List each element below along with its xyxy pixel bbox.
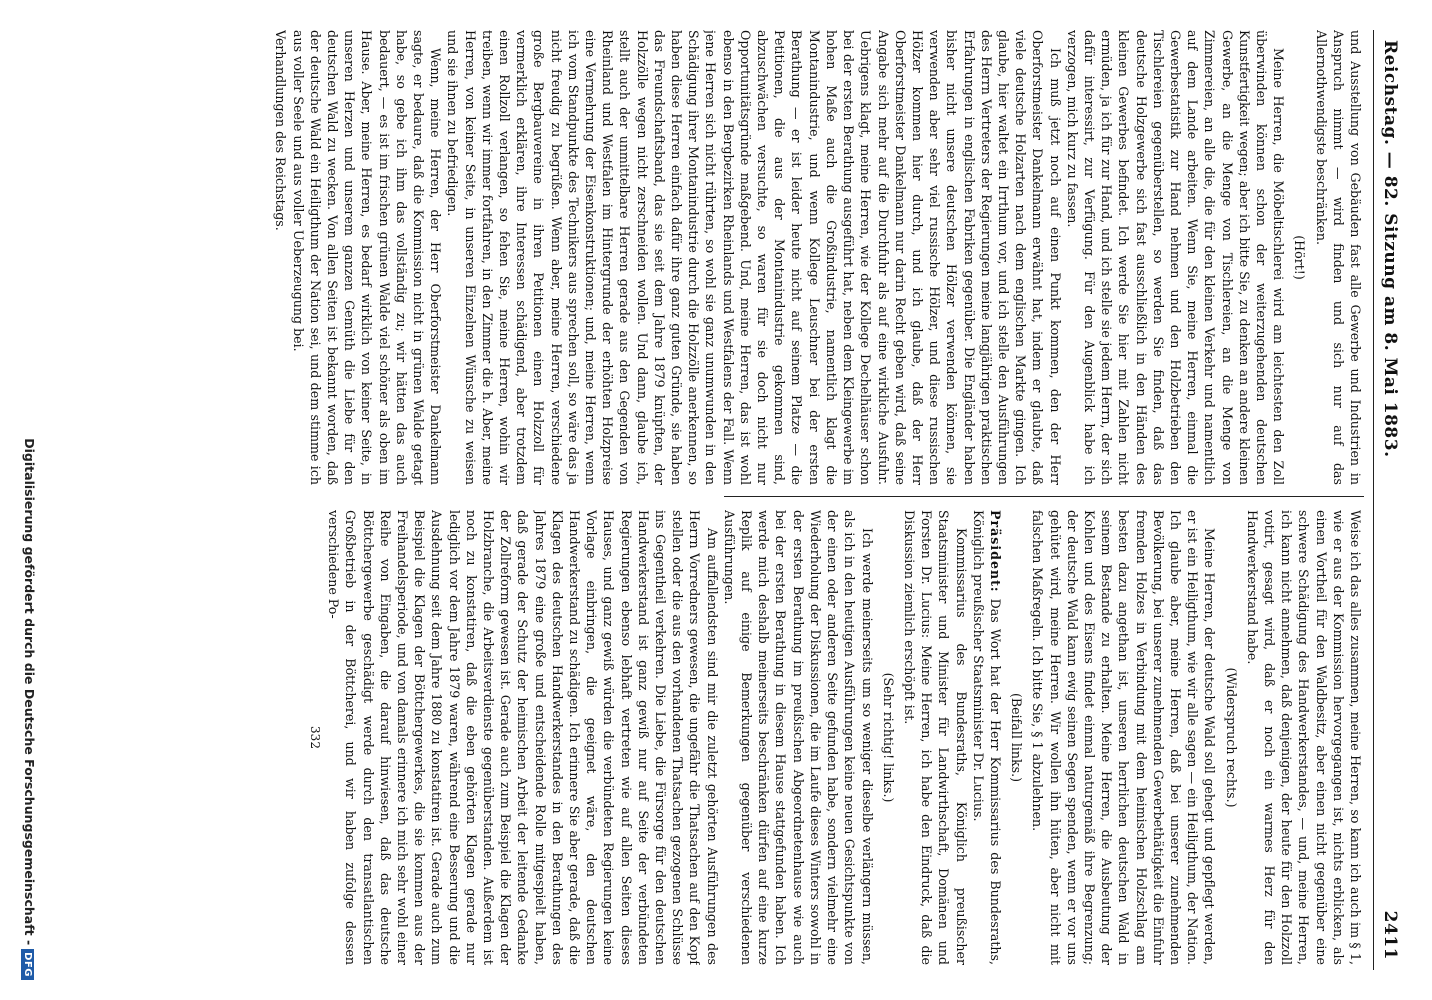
paragraph: Am auffallendsten sind mir die zuletzt gehörten Ausführungen des Herrn Vorredners gewesen, die ungefähr die Thatsachen auf den Kopf stellen oder die aus den vorhandenen Thatsachen gezogenen Schlüsse ins Gegentheil verkehren. Die Liebe, die Fürsorge für den deutschen Handwerkerstand ist ganz gewiß nur auf Seite der verbündeten Regierungen ebenso lebhaft vertreten wie auf allen Seiten dieses Hauses, und ganz gewiß würden die verbündeten Regierungen keine Vorlage einbringen, die geeignet wäre, den deutschen Handwerkerstand zu schädigen. Ich erinnere Sie aber gerade, daß die Klagen des deutschen Handwerkerstandes in den Berathungen des Jahres 1879 eine große und entscheidende Rolle mitgespielt haben, daß gerade der Schutz der heimischen Arbeit der leitende Gedanke der Zollreform gewesen ist. Gerade auch zum Beispiel die Klagen der Holzbranche, die Arbeitsverdienste gegenüberstanden. Außerdem ist noch zu konstatiren, daß die eben gehörten Klagen gerade nur lediglich vor dem Jahre 1879 waren, während eine Besserung und die Ausdehnung seit dem Jahre 1880 zu konstatiren ist. Gerade auch zum Beispiel die Klagen der Böttchergewerkes, die sie kommen aus der Freihandelsperiode, und von damals erinnere ich mich sehr wohl einer Reihe von Eingaben, die darauf hinwiesen, daß das deutsche Böttchergewerbe geschädigt werde durch den transatlantischen Großbetrieb in der Böttcherei, und wir haben zufolge dessen verschiedene Po- [326,510,720,965]
speaker-label: Präsident: [987,510,1003,593]
interjection: (Beifall links.) [1009,692,1025,783]
dfg-logo: DFG [21,949,34,980]
interjection: (Hört!) [1292,235,1308,280]
paragraph [970,510,1004,965]
page-header [1373,30,1404,970]
paragraph: Meine Herren, die Möbeltischlerei wird am leichtesten den Zoll überwinden können schon der weiterzugehenden deutschen Kunstfertigkeit wegen; aber ich bitte Sie, zu denken an andere kleinen Gewerbe, an die Menge von Tischlereien, an die Menge von Zimmereien, an alle die, die für den kleinen Verkehr und namentlich auf dem Lande arbeiten. Wenn Sie, meine Herren, einmal die Gewerbestatistik zur Hand nehmen und den Holzbetrieben den Tischlereien gegenüberstellen, so werden Sie finden, daß das deutsche Holzgewerbe sich fast ausschließlich in den Händen des kleinen Gewerbes befindet. Ich werde Sie hier mit Zahlen nicht ermüden, ja ich für zur Hand, und ich stelle sie jedem Herrn, der sich dafür interessirt, zur Verfügung. Für den Augenblick habe ich verzogen, mich kurz zu fassen. [1064,30,1287,485]
paragraph: Wenn, meine Herren, der Herr Oberforstmeister Dankelmann sagte, er bedaure, daß die Kommission nicht in grünen Walde getagt habe, so gebe ich ihm das vollständig zu; wir hätten das auch bedauert, — es ist im frischen grünen Walde viel schöner als oben im Hause. Aber, meine Herren, es bedarf wirklich von keiner Seite, in unseren Herzen und unserem ganzen Gemüth die Liebe für den deutschen Wald zu wecken. Von allen Seiten ist bekannt worden, daß der deutsche Wald ein Heiligthum der Nation sei, und dem stimme ich aus voller Seele und aus voller Ueberzeugung bei. [290,30,444,485]
interjection: (Widerspruch rechts.) [1223,667,1239,808]
paragraph: Kommissarius des Bundesraths, Königlich preußischer Staatsminister und Minister für Landwirthschaft, Domänen und Forsten Dr. Lucius: Meine Herren, ich habe den Eindruck, daß die Diskussion ziemlich erschöpft ist. [901,510,969,965]
signature-number: 332 [308,726,323,749]
paragraph: Ich muß jetzt noch auf einen Punkt kommen, den der Herr Oberforstmeister Dankelmann erwähnt hat, indem er glaubte, daß viele deutsche Holzarten nach dem englischen Markte gingen. Ich glaube, hier waltet ein Irrthum vor, und ich stelle den Ausführungen des Herrn Vertreters der Regierungen meine langjährigen praktischen Erfahrungen in englischen Fabriken gegenüber. Die Engländer haben bisher nicht unsere deutschen Hölzer verwenden können, sie verwenden aber sehr viel russische Hölzer, und diese russischen Hölzer kommen hier durch, und ich glaube, daß der Herr Oberforstmeister Dankelmann nur darin Recht geben wird, daß seine Angabe sich mehr auf die Durchfuhr als auf eine wirkliche Ausfuhr. Uebrigens klagt, meine Herren, wie der Kollege Dechelhäuser schon bei der ersten Berathung ausgeführt hat, neben dem Kleingewerbe im hohen Maße auch die Großindustrie, namentlich klagt die Montanindustrie, und wenn Kollege Leuschner bei der ersten Berathung — er ist leider heute nicht auf seinem Platze — die Petitionen, die aus der Montanindustrie gekommen sind, abzuschwächen versuchte, so waren für sie doch nicht nur Opportunitätsgründe maßgebend. Und, meine Herren, das ist wohl ebenso in den Bergbezirken Rheinlands und Westfalens der Fall. Wenn jene Herren sich nicht rührten, so wohl sie ganz unumwunden in den Schädigung ihrer Montanindustrie durch die Holzzölle anerkennen, so haben diese Herren einfach dafür ihre ganz guten Gründe, sie haben das Freundschaftsband, das sie seit dem Jahre 1879 knüpften, der Holzzölle wegen nicht zerschneiden wollen. Und dann, glaube ich, stellt auch der unmittelbare Herren gerade aus den Gegenden von Rheinland und Westfalen im Hintergrunde der erhöhten Holzpreise eine Vermehrung der Eisenkonstruktionen; und, meine Herren, wenn ich vom Standpunkte des Technikers aus sprechen soll, so wäre das ja nicht freudig zu begrüßen. Wenn aber, meine Herren, verschiedene große Bergbauvereine in ihren Petitionen einen Holzzoll für vermerklich erklären, ihre Interessen schädigend, aber trotzdem einen Rollzoll verlangen, so fehen Sie, meine Herren, wohin wir treiben, wenn wir immer fortfahren, in den Zimmer die h. Aber, meine Herren, von keiner Seite, in unseren Einzelnen Wünsche zu weisen und sie ihnen zu befriedigen. [445,30,1063,485]
paragraph: Verhandlungen des Reichstags. [273,30,289,231]
interjection: (Sehr richtig! links.) [880,672,896,803]
left-column [144,30,1364,485]
header-page-number: 2411 [1380,910,1400,960]
header-title: Reichstag. — 82. Sitzung am 8. Mai 1883. [1380,40,1400,458]
right-column [144,510,1364,965]
paragraph: Meine Herren, der deutsche Wald soll gehegt und gepflegt werden, er ist ein Heiligthum, wie wir alle sagen — ein Heiligthum, der Nation. Ich glaube aber, meine Herren, daß bei unserer zunehmenden Bevölkerung, bei unserer zunehmenden Gewerbethätigkeit die Einfuhr fremden Holzes in Verbindung mit dem heimischen Holzschlag am besten dazu angethan ist, unseren herrlichen deutschen Wald in seinem Bestande zu erhalten. Meine Herren, die Ausbeutung der Kohlen und des Eisens findet einmal naturgemäß ihre Begrenzung; der deutsche Wald kann ewig seinen Segen spenden, wenn er vor uns gehütet wird, meine Herren. Wir wollen ihn hüten, aber nicht mit falschen Maßregeln. Ich bitte Sie, § 1 abzulehnen. [1030,510,1218,965]
paragraph: Ich werde meinerseits um so weniger dieselbe verlängern müssen, als ich in den heutigen Ausführungen keine neuen Gesichtspunkte von der einen oder anderen Seite gefunden habe, sondern vielmehr eine Wiederholung der Diskussionen, die im Laufe dieses Winters sowohl in der ersten Berathung im preußischen Abgeordnetenhause wie auch bei der ersten Berathung in diesem Hause stattgefunden haben. Ich werde mich deshalb meinerseits beschränken dürfen auf eine kurze Replik auf einige Bemerkungen gegenüber verschiedenen Ausführungen. [721,510,875,965]
paragraph: und Ausstellung von Gebäuden fast alle Gewerbe und Industrien in Anspruch nimmt — wird finden und sich nur auf das Allernothwendigste beschränken. [1313,30,1363,485]
credit-text: Digitalisierung gefördert durch die Deutsche Forschungsgemeinschaft - [22,438,37,946]
digitization-credit [21,0,37,1000]
column-divider [724,496,1364,497]
paragraph: Weise ich das alles zusammen, meine Herren, so kann ich auch im § 1, wie er aus der Kommission hervorgegangen ist, nichts erblicken, als einen Vortheil für den Waldbesitz, aber einen nicht gegenüber eine schwere Schädigung des Handwerkerstandes, — und, meine Herren, ich kann nicht annehmen, daß denjenigen, der heute für den Holzzoll votirt, gesagt wird, daß er noch ein warmes Herz für den Handwerkerstand habe. [1244,510,1363,965]
paragraph-text: Das Wort hat der Herr Kommissarius des Bundesraths, Königlich preußischer Staatsminister Dr. Lucius. [970,510,1003,965]
